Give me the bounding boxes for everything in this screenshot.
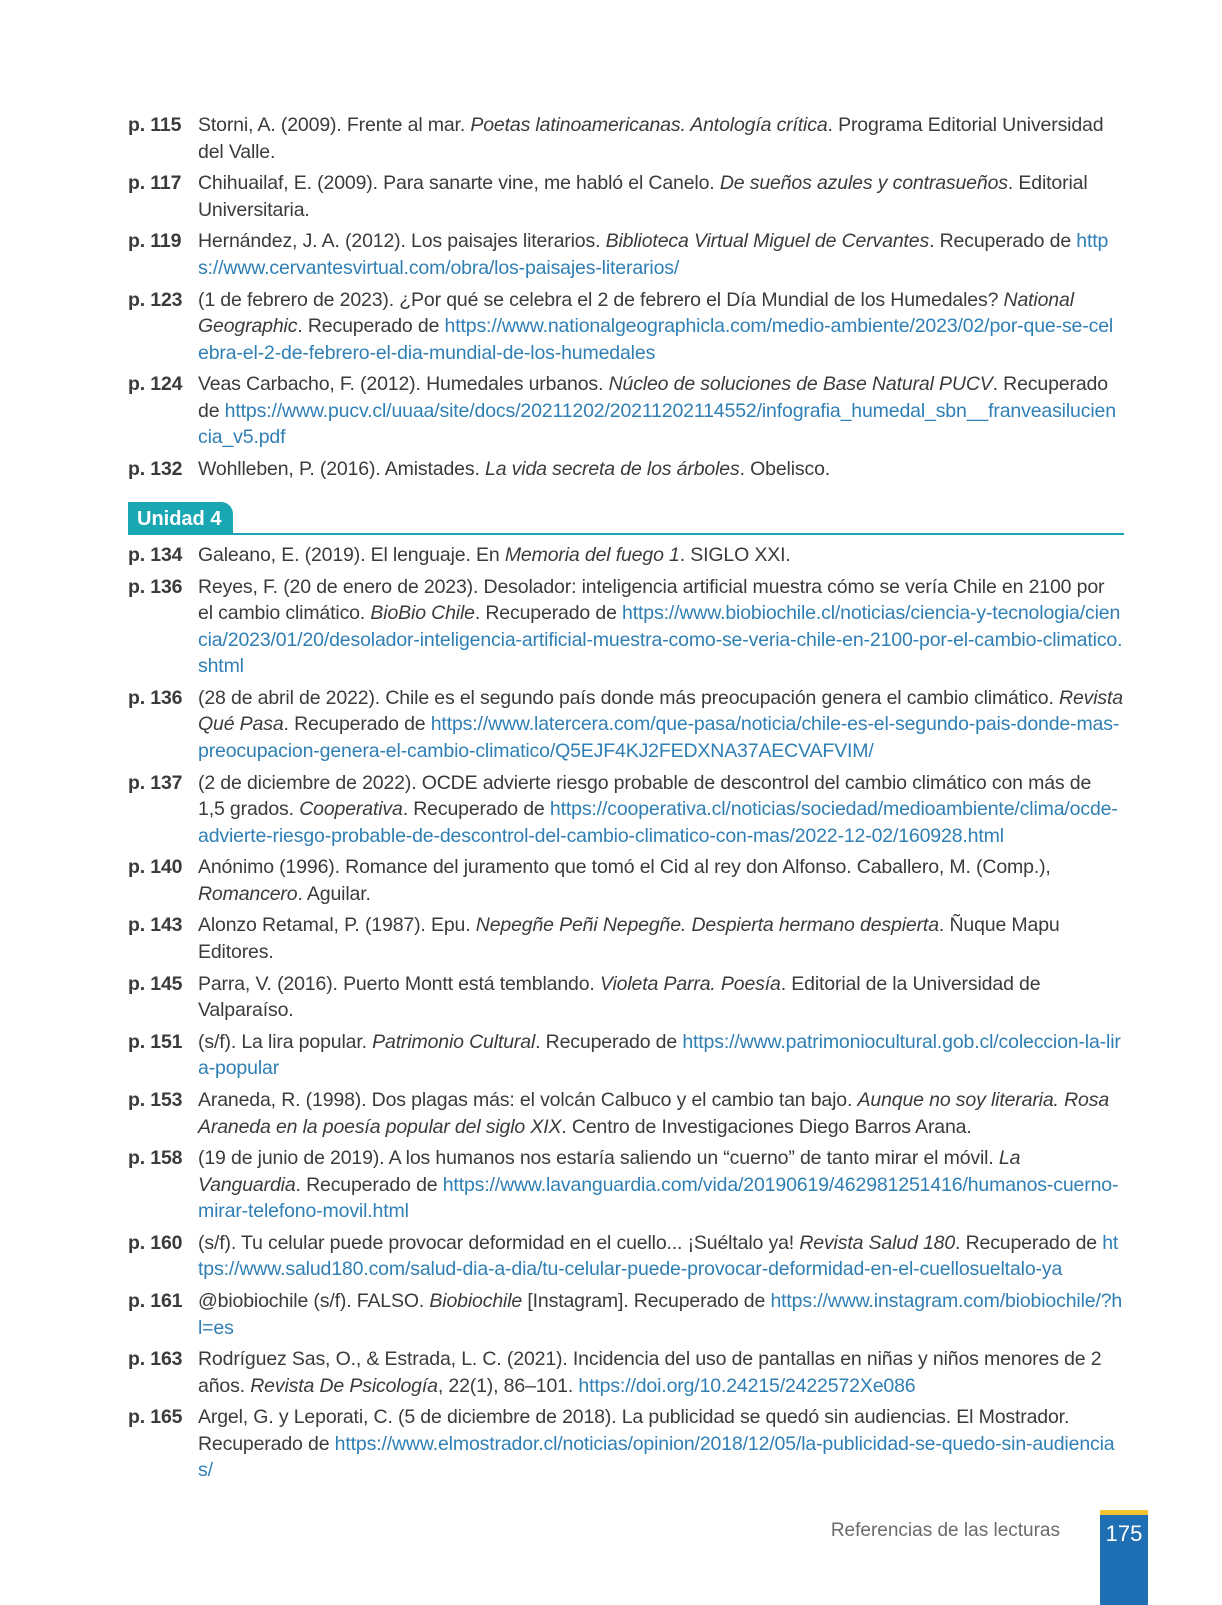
reference-text-segment: . Centro de Investigaciones Diego Barros Arana. <box>561 1115 972 1138</box>
reference-item <box>128 1230 1123 1283</box>
reference-item <box>128 170 1123 223</box>
reference-page: p. 132 <box>128 457 183 480</box>
reference-item <box>128 1346 1123 1399</box>
reference-text-segment: Hernández, J. A. (2012). Los paisajes literarios. <box>198 230 606 253</box>
reference-text-segment: . Recuperado de <box>955 1231 1103 1254</box>
reference-page: p. 124 <box>128 373 183 396</box>
reference-text-segment: Alonzo Retamal, P. (1987). Epu. <box>198 914 476 937</box>
reference-text-segment: . Recuperado de <box>929 230 1077 253</box>
reference-text-segment: (s/f). La lira popular. <box>198 1030 373 1053</box>
reference-text <box>198 1230 1123 1283</box>
reference-page: p. 161 <box>128 1290 183 1313</box>
reference-source-title: Núcleo de soluciones de Base Natural PUCV <box>608 373 993 396</box>
reference-text-segment: Rodríguez Sas, O., & Estrada, L. C. (2021). Incidencia del uso de pantallas en niñas y niños menores de 2 años. <box>198 1348 1102 1397</box>
reference-source-title: Revista Qué Pasa <box>198 686 1123 736</box>
reference-text <box>198 854 1123 907</box>
reference-text <box>198 170 1123 223</box>
reference-text-segment: Parra, V. (2016). Puerto Montt está temblando. <box>198 972 600 995</box>
reference-text-segment: (28 de abril de 2022). Chile es el segundo país donde más preocupación genera el cambio climático. <box>198 686 1060 709</box>
reference-text-segment: . Editorial de la Universidad de Valparaíso. <box>198 972 1041 1022</box>
reference-text-segment: . Recuperado de <box>283 713 431 736</box>
reference-source-title: Poetas latinoamericanas. Antología crítica <box>470 114 828 136</box>
reference-text-segment: Storni, A. (2009). Frente al mar. <box>198 114 471 136</box>
reference-text-segment: . Programa Editorial Universidad del Valle. <box>198 114 1104 163</box>
reference-item <box>128 1404 1123 1484</box>
reference-text-segment: . Recuperado de <box>295 1173 443 1196</box>
reference-text-segment: Wohlleben, P. (2016). Amistades. <box>198 457 485 480</box>
unit-header <box>128 502 1124 534</box>
reference-text-segment: . Recuperado de <box>198 373 1108 422</box>
reference-link[interactable]: https://www.nationalgeographicla.com/medio-ambiente/2023/02/por-que-se-celebra-el-2-de-febrero-el-dia-mundial-de-los-humedales <box>198 315 1114 364</box>
reference-text-segment: . Recuperado de <box>535 1030 683 1053</box>
reference-page: p. 153 <box>128 1089 183 1111</box>
footer-section-title: Referencias de las lecturas <box>830 1520 1060 1541</box>
reference-source-title: Romancero <box>198 882 298 905</box>
reference-link[interactable]: https://www.biobiochile.cl/noticias/ciencia-y-tecnologia/ciencia/2023/01/20/desolador-inteligencia-artificial-muestra-como-se-veria-chile-en-2100-por-el-cambio-climatico.shtml <box>198 602 1123 678</box>
reference-item <box>128 287 1123 367</box>
reference-page: p. 117 <box>128 172 182 195</box>
reference-text-segment: Veas Carbacho, F. (2012). Humedales urbanos. <box>198 373 609 396</box>
reference-link[interactable]: https://www.pucv.cl/uuaa/site/docs/20211202/20211202114552/infografia_humedal_sbn__franveasiluciencia_v5.pdf <box>198 399 1116 449</box>
reference-item <box>128 574 1123 680</box>
reference-link[interactable]: https://cooperativa.cl/noticias/sociedad/medioambiente/clima/ocde-advierte-riesgo-probable-de-descontrol-del-cambio-climatico-con-mas/2022-12-02/160928.html <box>198 798 1118 847</box>
reference-page: p. 145 <box>128 972 183 995</box>
reference-text <box>198 542 1123 569</box>
reference-page: p. 119 <box>128 230 182 253</box>
page-number: 175 <box>1105 1521 1143 1546</box>
reference-text-segment: . Aguilar. <box>297 882 371 905</box>
reference-text-segment: . SIGLO XXI. <box>679 544 791 566</box>
reference-page: p. 134 <box>128 544 183 566</box>
reference-link[interactable]: https://www.patrimoniocultural.gob.cl/coleccion-la-lira-popular <box>198 1030 1121 1080</box>
reference-item <box>128 1087 1123 1140</box>
reference-text-segment: (19 de junio de 2019). A los humanos nos estaría saliendo un “cuerno” de tanto mirar el móvil. <box>198 1147 999 1170</box>
reference-source-title: National Geographic <box>198 288 1074 338</box>
reference-item <box>128 228 1123 281</box>
reference-source-title: Memoria del fuego 1 <box>504 544 680 566</box>
reference-page: p. 115 <box>128 114 182 136</box>
reference-text <box>198 1404 1123 1484</box>
unit-divider-line <box>128 533 1124 535</box>
reference-text-segment: Chihuailaf, E. (2009). Para sanarte vine, me habló el Canelo. <box>198 172 720 195</box>
reference-text <box>198 371 1123 451</box>
reference-source-title: Violeta Parra. Poesía <box>599 972 781 995</box>
reference-item <box>128 371 1123 451</box>
reference-text-segment: @biobiochile (s/f). FALSO. <box>198 1290 430 1313</box>
reference-text <box>198 574 1123 680</box>
reference-text-segment: . Editorial Universitaria. <box>198 172 1088 221</box>
reference-link[interactable]: https://www.lavanguardia.com/vida/20190619/462981251416/humanos-cuerno-mirar-telefono-movil.html <box>198 1173 1119 1223</box>
reference-source-title: Revista Salud 180 <box>799 1231 956 1254</box>
reference-page: p. 140 <box>128 856 183 879</box>
reference-source-title: La vida secreta de los árboles <box>485 457 740 480</box>
reference-text-segment: . Recuperado de <box>474 602 623 625</box>
reference-source-title: Nepegñe Peñi Nepegñe. Despierta hermano despierta <box>475 914 939 937</box>
reference-page: p. 136 <box>128 686 183 709</box>
unit-tab-label: Unidad 4 <box>128 502 233 535</box>
reference-text-segment: , 22(1), 86–101. <box>437 1374 579 1397</box>
reference-text-segment: Galeano, E. (2019). El lenguaje. En <box>198 544 505 566</box>
reference-text <box>198 287 1123 367</box>
reference-source-title: Cooperativa <box>299 798 403 821</box>
reference-item <box>128 456 1123 483</box>
reference-page: p. 137 <box>128 771 183 794</box>
reference-source-title: De sueños azules y contrasueños <box>719 172 1008 195</box>
reference-text <box>198 112 1123 165</box>
reference-source-title: La Vanguardia <box>198 1147 1021 1196</box>
reference-item <box>128 912 1123 965</box>
reference-text <box>198 1029 1123 1082</box>
reference-text-segment: Argel, G. y Leporati, C. (5 de diciembre de 2018). La publicidad se quedó sin audiencias. El Mostrador. Recuperado de <box>198 1406 1070 1455</box>
reference-text-segment: (s/f). Tu celular puede provocar deformidad en el cuello... ¡Suéltalo ya! <box>198 1231 800 1254</box>
reference-text-segment: Araneda, R. (1998). Dos plagas más: el volcán Calbuco y el cambio tan bajo. <box>198 1089 858 1111</box>
reference-item <box>128 854 1123 907</box>
reference-item <box>128 1145 1123 1225</box>
reference-text <box>198 1346 1123 1399</box>
reference-text-segment: Reyes, F. (20 de enero de 2023). Desolador: inteligencia artificial muestra cómo se vería Chile en 2100 por el cambio climático. <box>198 575 1105 625</box>
reference-page: p. 158 <box>128 1147 183 1170</box>
reference-text-segment: . Recuperado de <box>297 315 445 338</box>
reference-item <box>128 1288 1123 1341</box>
reference-page: p. 143 <box>128 914 183 937</box>
reference-item <box>128 1029 1123 1082</box>
page-number-box <box>1100 1510 1148 1605</box>
reference-link[interactable]: https://www.salud180.com/salud-dia-a-dia/tu-celular-puede-provocar-deformidad-en-el-cuellosueltalo-ya <box>198 1231 1119 1281</box>
reference-link[interactable]: https://www.elmostrador.cl/noticias/opinion/2018/12/05/la-publicidad-se-quedo-sin-audiencias/ <box>198 1432 1115 1482</box>
reference-text <box>198 228 1123 281</box>
reference-item <box>128 770 1123 850</box>
reference-text <box>198 685 1123 765</box>
reference-text-segment: Anónimo (1996). Romance del juramento que tomó el Cid al rey don Alfonso. Caballero, M. (Comp.), <box>198 856 1051 879</box>
reference-text <box>198 770 1123 850</box>
reference-page: p. 136 <box>128 575 183 598</box>
reference-text <box>198 1145 1123 1225</box>
reference-link[interactable]: https://www.latercera.com/que-pasa/noticia/chile-es-el-segundo-pais-donde-mas-preocupacion-genera-el-cambio-climatico/Q5EJF4KJ2FEDXNA37AECVAFVIM/ <box>198 713 1120 762</box>
reference-source-title: Revista De Psicología <box>250 1374 438 1397</box>
reference-text <box>198 456 1123 483</box>
reference-link[interactable]: https://www.cervantesvirtual.com/obra/los-paisajes-literarios/ <box>198 230 1109 279</box>
reference-link[interactable]: https://www.instagram.com/biobiochile/?hl=es <box>198 1290 1123 1339</box>
reference-page: p. 160 <box>128 1231 183 1254</box>
reference-text <box>198 971 1123 1024</box>
reference-text-segment: (2 de diciembre de 2022). OCDE advierte riesgo probable de descontrol del cambio climático con más de 1,5 grados. <box>198 771 1092 821</box>
reference-text-segment: [Instagram]. Recuperado de <box>522 1290 771 1313</box>
reference-source-title: Biblioteca Virtual Miguel de Cervantes <box>605 230 930 253</box>
reference-link[interactable]: https://doi.org/10.24215/2422572Xe086 <box>578 1374 916 1397</box>
reference-text-segment: (1 de febrero de 2023). ¿Por qué se celebra el 2 de febrero el Día Mundial de los Humedales? <box>198 288 1004 311</box>
reference-page: p. 165 <box>128 1406 183 1429</box>
reference-item <box>128 685 1123 765</box>
reference-source-title: Patrimonio Cultural <box>372 1030 536 1053</box>
reference-source-title: Biobiochile <box>429 1290 523 1313</box>
reference-text <box>198 1288 1123 1341</box>
reference-page: p. 123 <box>128 288 183 311</box>
reference-page: p. 163 <box>128 1348 183 1371</box>
reference-source-title: Aunque no soy literaria. Rosa Araneda en la poesía popular del siglo XIX <box>198 1089 1110 1138</box>
reference-text <box>198 912 1123 965</box>
references-list-bottom <box>128 542 1123 1489</box>
references-list-top <box>128 112 1123 488</box>
reference-item <box>128 542 1123 569</box>
reference-text <box>198 1087 1123 1140</box>
reference-text-segment: . Obelisco. <box>739 457 831 480</box>
reference-page: p. 151 <box>128 1030 183 1053</box>
reference-item <box>128 971 1123 1024</box>
reference-item <box>128 112 1123 165</box>
reference-source-title: BioBio Chile <box>370 602 475 625</box>
reference-text-segment: . Ñuque Mapu Editores. <box>198 914 1060 963</box>
reference-text-segment: . Recuperado de <box>402 798 550 821</box>
